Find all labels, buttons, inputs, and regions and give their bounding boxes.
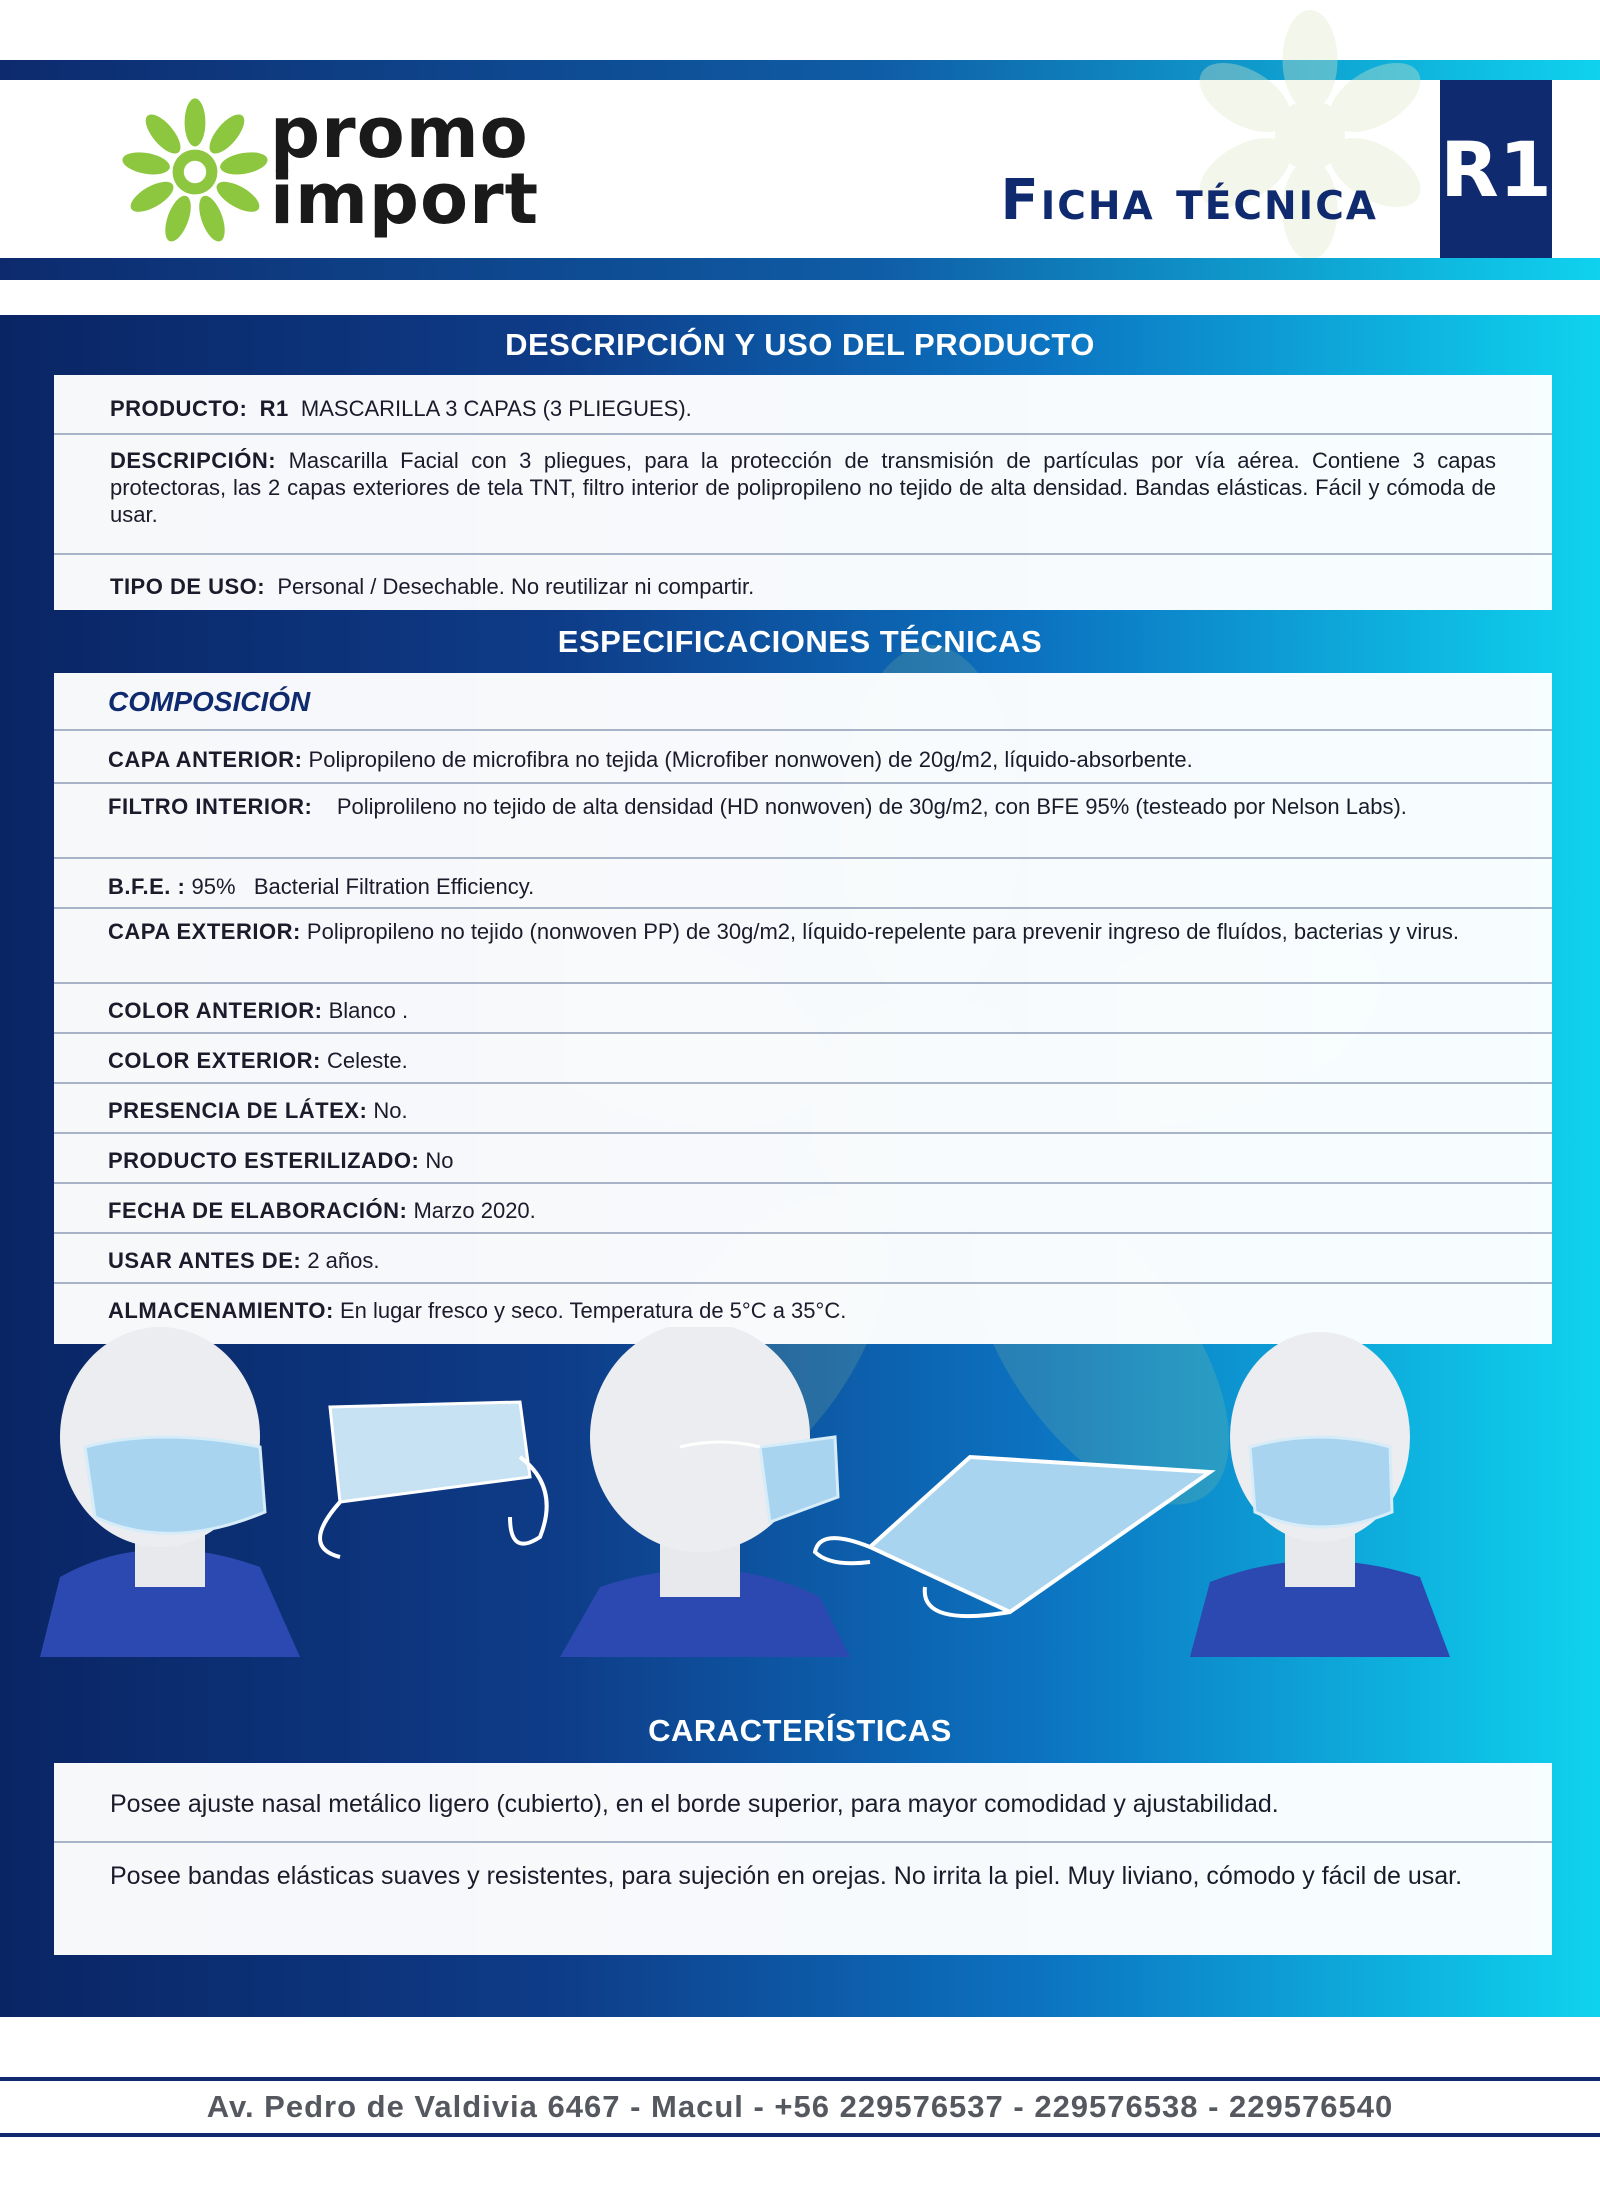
logo-line-1: promo bbox=[270, 92, 529, 174]
spec-label: CAPA EXTERIOR: bbox=[108, 919, 301, 944]
mannequin-right-photo bbox=[1190, 1332, 1450, 1657]
descripcion-row bbox=[54, 435, 1552, 555]
main-panel bbox=[0, 315, 1600, 2017]
mannequin-side-photo bbox=[560, 1327, 850, 1657]
spec-value: Polipropileno no tejido (nonwoven PP) de 30g/m2, líquido-repelente para prevenir ingreso de fluídos, bacterias y virus. bbox=[306, 919, 1459, 944]
composicion-title: COMPOSICIÓN bbox=[54, 673, 1552, 731]
spec-label: PRODUCTO ESTERILIZADO: bbox=[108, 1148, 420, 1173]
spec-row-capa-anterior bbox=[54, 731, 1552, 784]
product-photos bbox=[0, 1327, 1600, 1657]
section-heading-specs: ESPECIFICACIONES TÉCNICAS bbox=[557, 624, 1043, 659]
flower-logo-icon bbox=[110, 92, 280, 252]
spec-row-capa-exterior bbox=[54, 909, 1552, 984]
producto-code: R1 bbox=[259, 396, 289, 421]
spec-label: COLOR EXTERIOR: bbox=[108, 1048, 321, 1073]
tipo-uso-value: Personal / Desechable. No reutilizar ni compartir. bbox=[277, 574, 755, 599]
spec-value: 2 años. bbox=[307, 1248, 380, 1273]
spec-value: En lugar fresco y seco. Temperatura de 5°C a 35°C. bbox=[339, 1298, 847, 1323]
mannequin-front-photo bbox=[40, 1327, 300, 1657]
spec-row-filtro-interior bbox=[54, 784, 1552, 859]
description-card bbox=[54, 375, 1552, 610]
spec-label: USAR ANTES DE: bbox=[108, 1248, 302, 1273]
footer-line-top bbox=[0, 2077, 1600, 2081]
product-code-badge: R1 bbox=[1440, 80, 1552, 258]
logo-wordmark bbox=[270, 92, 540, 240]
spec-value: Polipropileno de microfibra no tejida (Microfiber nonwoven) de 20g/m2, líquido-absorbente. bbox=[308, 747, 1193, 772]
spec-row-usar-antes bbox=[54, 1234, 1552, 1284]
mask-angled-photo bbox=[815, 1457, 1210, 1616]
spec-value: No. bbox=[373, 1098, 408, 1123]
spec-row-fecha-elaboracion bbox=[54, 1184, 1552, 1234]
spec-row-esterilizado bbox=[54, 1134, 1552, 1184]
header-bottom-band bbox=[0, 258, 1600, 280]
logo-line-2: import bbox=[270, 158, 540, 240]
spec-label: FILTRO INTERIOR: bbox=[108, 794, 313, 819]
spec-label: ALMACENAMIENTO: bbox=[108, 1298, 334, 1323]
producto-row bbox=[54, 375, 1552, 435]
feature-item: Posee ajuste nasal metálico ligero (cubierto), en el borde superior, para mayor comodidad y ajustabilidad. bbox=[54, 1763, 1552, 1843]
spec-row-color-exterior bbox=[54, 1034, 1552, 1084]
tipo-uso-label: TIPO DE USO: bbox=[110, 574, 266, 599]
footer-address: Av. Pedro de Valdivia 6467 - Macul - +56 229576537 - 229576538 - 229576540 bbox=[206, 2089, 1394, 2124]
features-card bbox=[54, 1763, 1552, 1955]
descripcion-label: DESCRIPCIÓN: bbox=[110, 448, 277, 473]
descripcion-value: Mascarilla Facial con 3 pliegues, para la protección de transmisión de partículas por vía aérea. Contiene 3 capas protectoras, las 2 capas exteriores de tela TNT, filtro interior de polipropileno no tejido de alta densidad. Bandas elásticas. Fácil y cómoda de usar. bbox=[110, 448, 1496, 527]
spec-label: PRESENCIA DE LÁTEX: bbox=[108, 1098, 368, 1123]
spec-row-latex bbox=[54, 1084, 1552, 1134]
feature-item: Posee bandas elásticas suaves y resistentes, para sujeción en orejas. No irrita la piel. Muy liviano, cómodo y fácil de usar. bbox=[110, 1862, 1463, 1890]
spec-value: 95% Bacterial Filtration Efficiency. bbox=[191, 874, 535, 899]
spec-value: Marzo 2020. bbox=[413, 1198, 536, 1223]
producto-value: MASCARILLA 3 CAPAS (3 PLIEGUES). bbox=[300, 396, 692, 421]
section-heading-description: DESCRIPCIÓN Y USO DEL PRODUCTO bbox=[505, 327, 1095, 362]
spec-label: B.F.E. : bbox=[108, 874, 186, 899]
footer-line-bottom bbox=[0, 2133, 1600, 2137]
spec-row-color-anterior bbox=[54, 984, 1552, 1034]
spec-value: No bbox=[425, 1148, 454, 1173]
spec-label: COLOR ANTERIOR: bbox=[108, 998, 323, 1023]
spec-label: CAPA ANTERIOR: bbox=[108, 747, 303, 772]
spec-value: Blanco . bbox=[328, 998, 409, 1023]
spec-row-bfe bbox=[54, 859, 1552, 909]
mask-open-photo bbox=[320, 1402, 547, 1557]
spec-value: Poliprolileno no tejido de alta densidad (HD nonwoven) de 30g/m2, con BFE 95% (testeado por Nelson Labs). bbox=[336, 794, 1407, 819]
section-heading-features: CARACTERÍSTICAS bbox=[648, 1713, 952, 1748]
promo-import-logo bbox=[110, 92, 570, 252]
document-title: Ficha técnica bbox=[1000, 168, 1378, 233]
spec-label: FECHA DE ELABORACIÓN: bbox=[108, 1198, 408, 1223]
tipo-uso-row bbox=[54, 555, 1552, 610]
producto-label: PRODUCTO: bbox=[110, 396, 248, 421]
spec-value: Celeste. bbox=[326, 1048, 408, 1073]
specs-card bbox=[54, 673, 1552, 1344]
